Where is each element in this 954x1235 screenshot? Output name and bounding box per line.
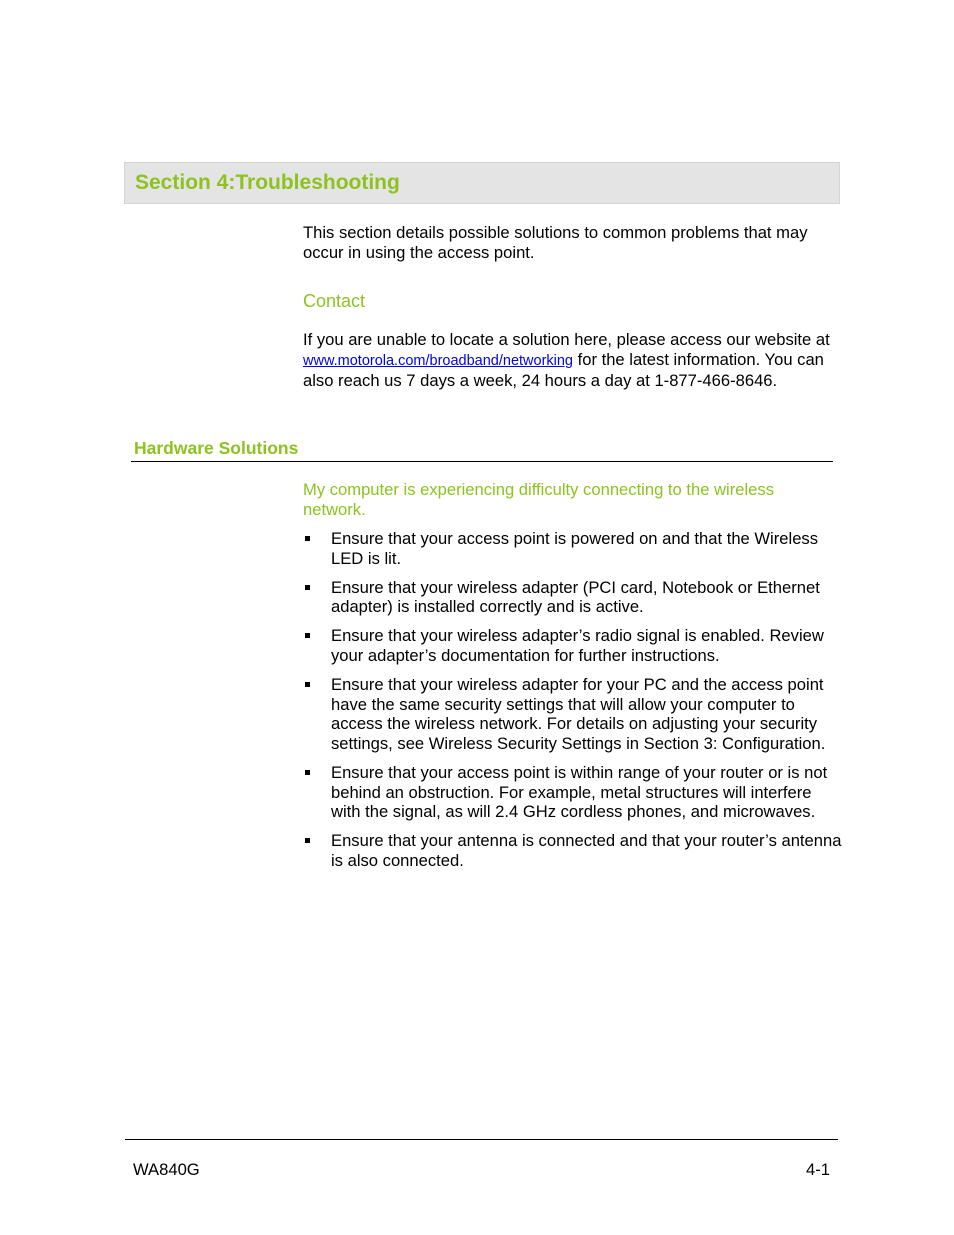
list-item (303, 578, 843, 617)
contact-heading: Contact (303, 291, 366, 311)
list-item-text: Ensure that your antenna is connected and that your router’s antenna is also connected. (331, 831, 842, 870)
hardware-solutions-header (131, 438, 833, 462)
section-title: Section 4:Troubleshooting (135, 171, 400, 194)
list-item (303, 831, 843, 870)
list-item (303, 675, 843, 753)
bullet-square-icon (305, 682, 310, 687)
section-banner (124, 162, 840, 204)
list-item (303, 626, 843, 665)
intro-paragraph: This section details possible solutions to common problems that may occur in using the access point. (303, 223, 808, 262)
list-item-text: Ensure that your access point is within range of your router or is not behind an obstruction. For example, metal structures will interfere with the signal, as will 2.4 GHz cordless phones, and microwaves. (331, 762, 828, 822)
footer-divider (125, 1139, 838, 1140)
list-item-text: Ensure that your wireless adapter for your PC and the access point have the same security settings that will allow your computer to access the wireless network. For details on adjusting your security settings, see Wireless Security Settings in Section 3: Configuration. (331, 675, 826, 753)
bullet-square-icon (305, 536, 310, 541)
contact-text-1: If you are unable to locate a solution here, please access our website at (303, 330, 830, 349)
contact-text-2: for the latest information. You can also reach us 7 days a week, 24 hours a day at 1-877-466-8646. (303, 350, 824, 390)
bullet-square-icon (305, 633, 310, 638)
list-item (303, 529, 843, 568)
support-website-link[interactable]: www.motorola.com/broadband/networking (303, 353, 573, 369)
list-item-text: Ensure that your access point is powered on and that the Wireless LED is lit. (331, 529, 819, 568)
bullet-square-icon (305, 770, 310, 775)
list-item (303, 763, 843, 822)
list-item-text: Ensure that your wireless adapter’s radio signal is enabled. Review your adapter’s documentation for further instructions. (331, 626, 824, 665)
bullet-square-icon (305, 585, 310, 590)
solution-list (303, 529, 843, 880)
list-item-text: Ensure that your wireless adapter (PCI card, Notebook or Ethernet adapter) is installed correctly and is active. (331, 577, 820, 617)
problem-statement: My computer is experiencing difficulty connecting to the wireless network. (303, 480, 774, 519)
footer-model-name: WA840G (133, 1160, 200, 1179)
bullet-square-icon (305, 838, 310, 843)
footer-page-number: 4-1 (806, 1160, 830, 1179)
contact-paragraph (303, 330, 833, 391)
hardware-solutions-title: Hardware Solutions (134, 438, 299, 458)
